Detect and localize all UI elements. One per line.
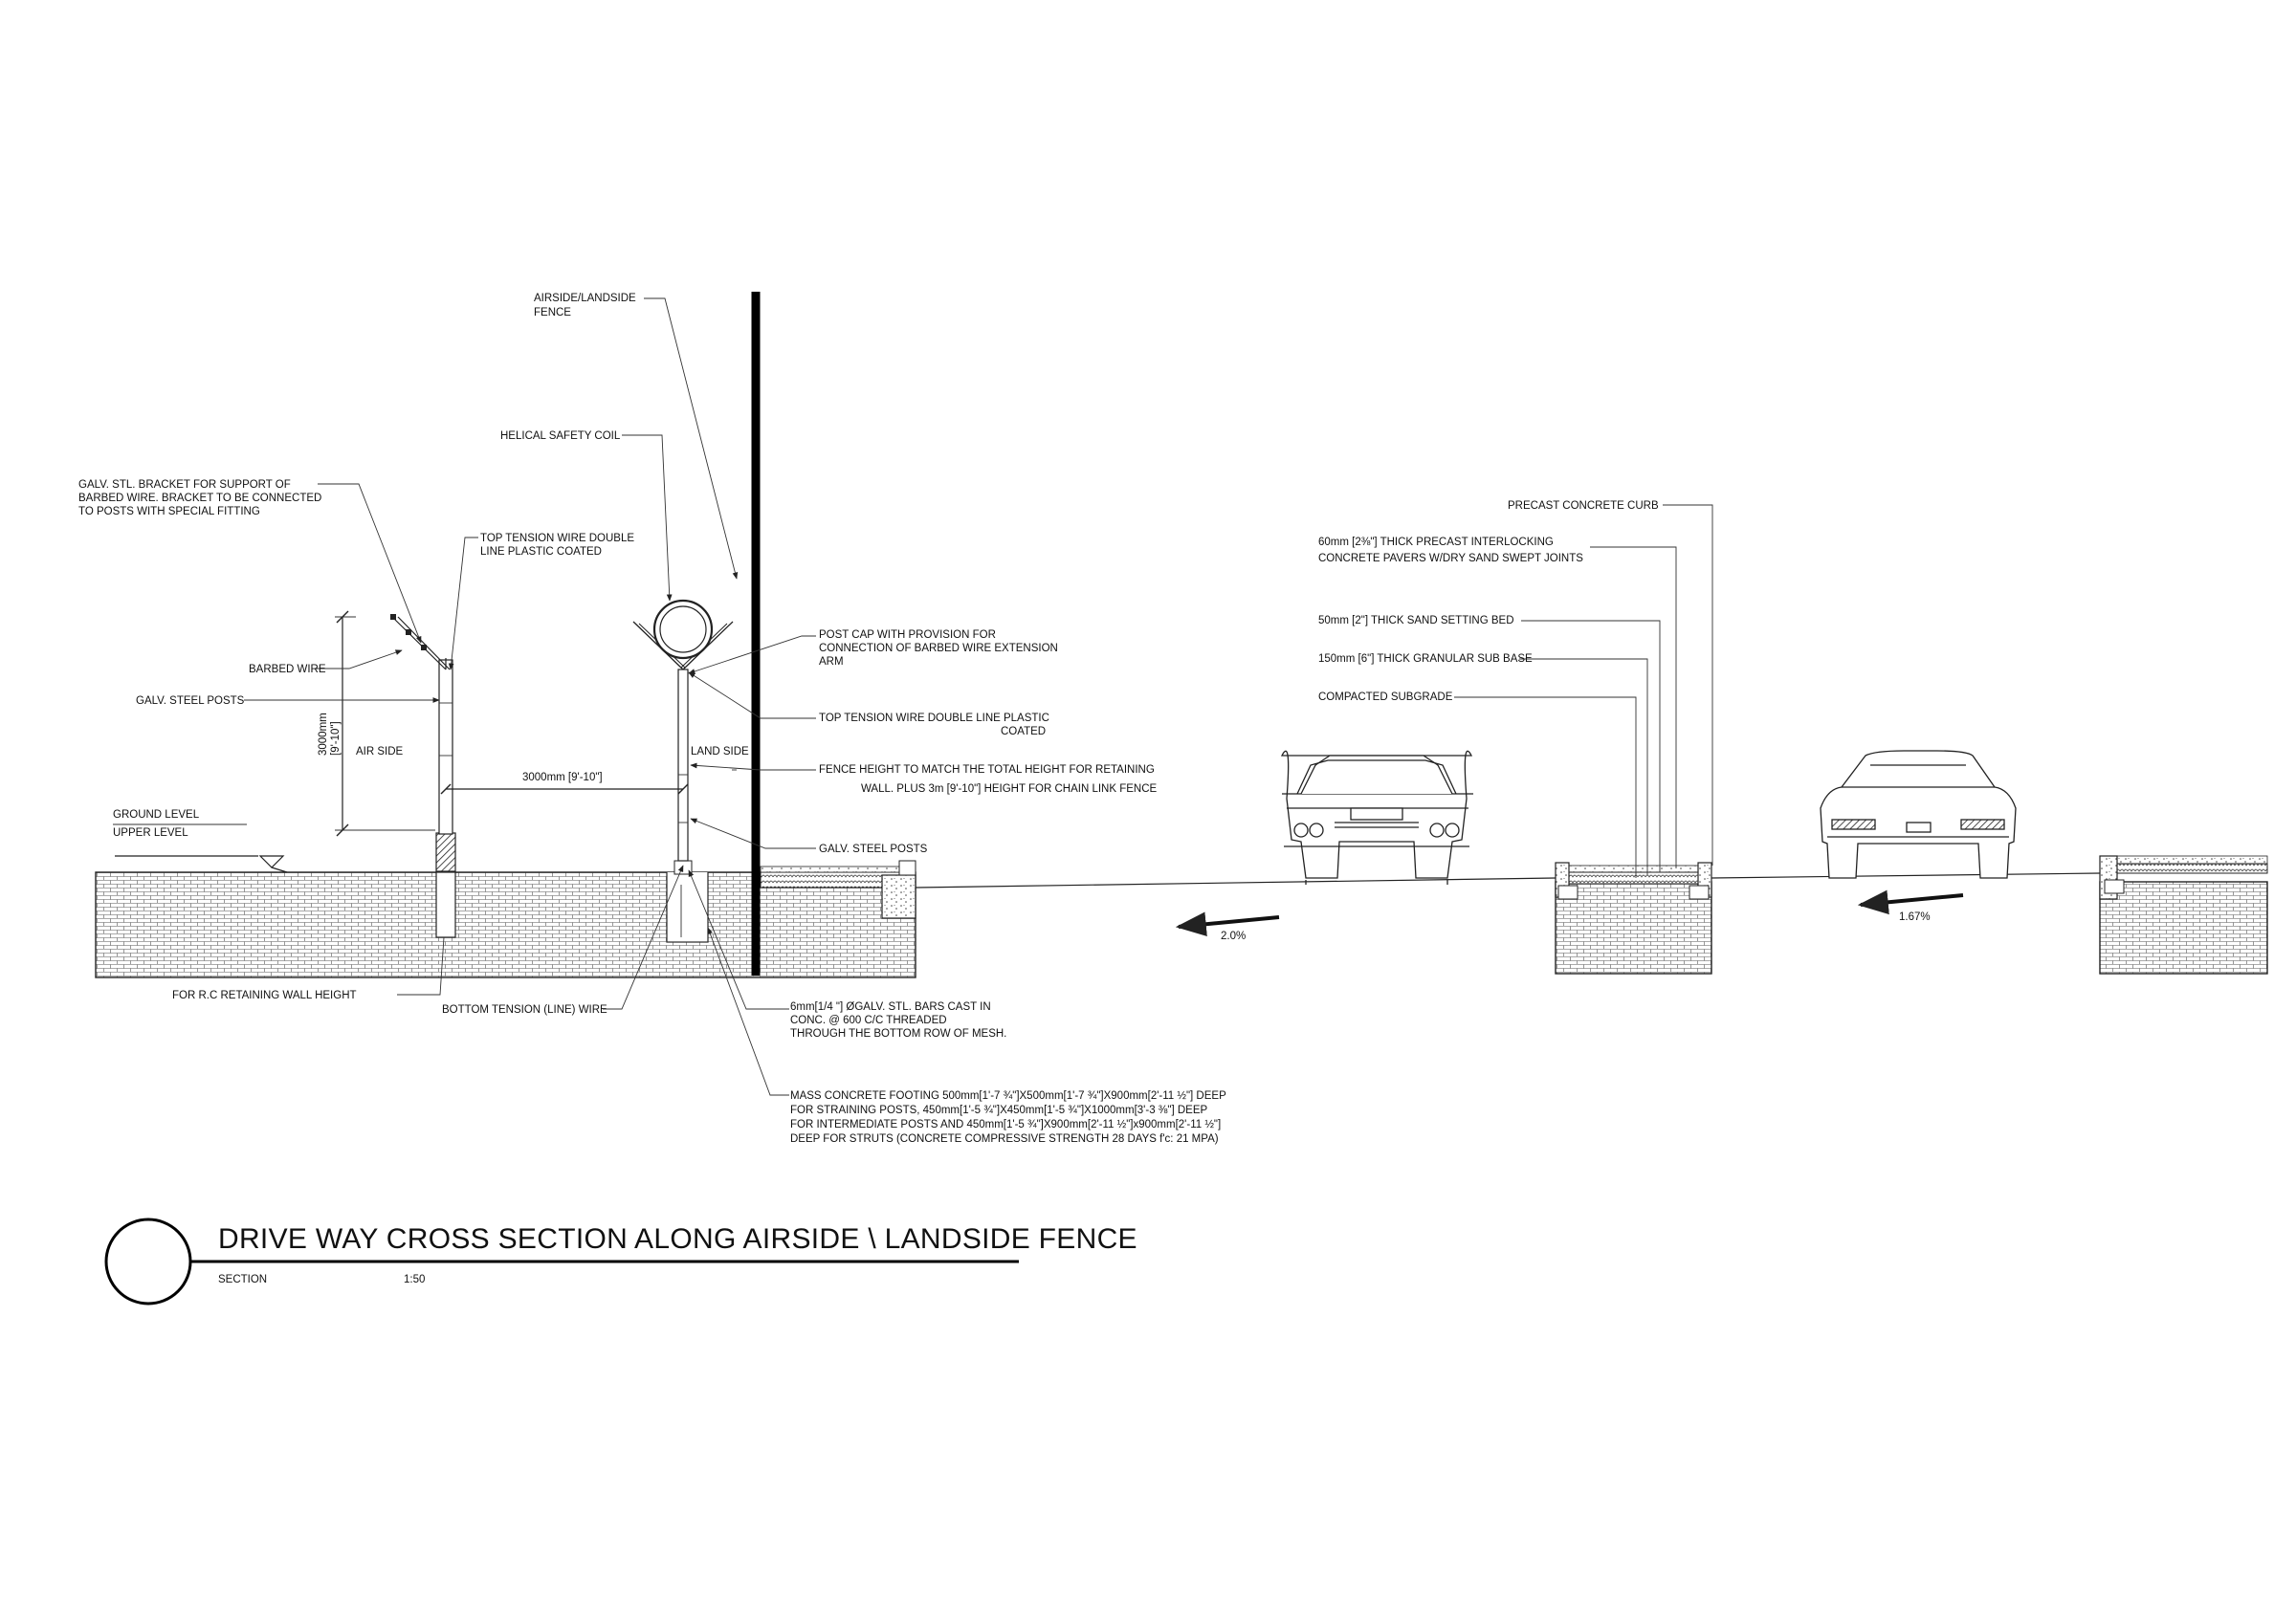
svg-text:1.67%: 1.67% [1899,911,1931,923]
svg-text:GROUND LEVEL: GROUND LEVEL [113,809,200,821]
svg-text:PRECAST CONCRETE CURB: PRECAST CONCRETE CURB [1508,500,1659,512]
svg-text:POST CAP WITH PROVISION FOR: POST CAP WITH PROVISION FOR [819,629,996,641]
svg-text:2.0%: 2.0% [1221,931,1247,942]
scale-label: 1:50 [404,1274,426,1285]
svg-text:UPPER LEVEL: UPPER LEVEL [113,827,188,839]
label-bottom-tension [442,1004,607,1016]
svg-text:[9'-10"]: [9'-10"] [330,721,342,756]
right-retaining-wall [2100,856,2267,974]
svg-text:60mm [2⅜"] THICK PRECAST INTER: 60mm [2⅜"] THICK PRECAST INTERLOCKING [1318,537,1554,548]
svg-text:LINE PLASTIC COATED: LINE PLASTIC COATED [480,546,602,558]
svg-text:BARBED WIRE. BRACKET TO BE CON: BARBED WIRE. BRACKET TO BE CONNECTED [78,493,322,504]
svg-text:GALV. STEEL POSTS: GALV. STEEL POSTS [819,844,928,855]
svg-text:CONC. @ 600 C/C THREADED: CONC. @ 600 C/C THREADED [790,1015,947,1026]
left-post [390,614,453,834]
svg-text:BOTTOM TENSION (LINE) WIRE: BOTTOM TENSION (LINE) WIRE [442,1004,607,1016]
label-land-side [691,746,749,757]
label-bars-cast [790,1001,1006,1040]
svg-text:HELICAL SAFETY COIL: HELICAL SAFETY COIL [500,430,621,442]
svg-text:WALL. PLUS 3m [9'-10"] HEIGHT: WALL. PLUS 3m [9'-10"] HEIGHT FOR CHAIN LINK FENCE [861,783,1158,795]
label-galv-posts-right [819,844,928,855]
svg-text:COATED: COATED [1001,726,1047,737]
car-left-front-view [1282,751,1473,885]
label-sub-base [1318,653,1533,665]
svg-text:150mm [6"] THICK GRANULAR SUB: 150mm [6"] THICK GRANULAR SUB BASE [1318,653,1533,665]
left-post-footing [436,833,455,937]
svg-text:MASS CONCRETE FOOTING 500mm[1': MASS CONCRETE FOOTING 500mm[1'-7 ¾"]X500mm[1'-7 ¾"]X900mm[2'-11 ½"] DEEP [790,1090,1226,1102]
title-block [106,1219,1137,1304]
svg-text:6mm[1/4 "] ØGALV. STL. BARS CA: 6mm[1/4 "] ØGALV. STL. BARS CAST IN [790,1001,991,1013]
span-dimension [441,772,688,794]
road-surface [916,873,2100,888]
label-pavers [1318,537,1583,564]
svg-text:GALV. STEEL POSTS: GALV. STEEL POSTS [136,695,245,707]
svg-text:50mm [2"] THICK SAND SETTING B: 50mm [2"] THICK SAND SETTING BED [1318,615,1514,626]
slope-arrow-right [1861,895,1963,923]
svg-text:FOR R.C RETAINING WALL HEIGHT: FOR R.C RETAINING WALL HEIGHT [172,990,357,1001]
svg-text:FENCE: FENCE [534,307,571,318]
label-top-tension-right [819,713,1049,737]
svg-text:TOP TENSION WIRE DOUBLE LINE P: TOP TENSION WIRE DOUBLE LINE PLASTIC [819,713,1049,724]
label-sand-bed [1318,615,1514,626]
svg-text:LAND SIDE: LAND SIDE [691,746,749,757]
height-dimension [318,611,435,836]
label-mass-concrete [790,1090,1226,1145]
median-curb [1556,863,1711,974]
label-airside-landside-fence [534,293,636,318]
label-rc-wall [172,990,357,1001]
svg-text:FENCE HEIGHT TO MATCH THE TOTA: FENCE HEIGHT TO MATCH THE TOTAL HEIGHT FOR RETAINING [819,764,1155,776]
svg-text:GALV. STL. BRACKET FOR SUPPORT: GALV. STL. BRACKET FOR SUPPORT OF [78,479,291,491]
svg-text:AIR SIDE: AIR SIDE [356,746,404,757]
svg-text:COMPACTED SUBGRADE: COMPACTED SUBGRADE [1318,691,1453,703]
label-ground-upper-level [113,809,247,839]
svg-text:CONCRETE PAVERS W/DRY SAND SWE: CONCRETE PAVERS W/DRY SAND SWEPT JOINTS [1318,553,1583,564]
svg-text:FOR STRAINING POSTS, 450mm[1'-: FOR STRAINING POSTS, 450mm[1'-5 ¾"]X450mm[1'-5 ¾"]X1000mm[3'-3 ⅜"] DEEP [790,1105,1208,1116]
svg-text:3000mm [9'-10"]: 3000mm [9'-10"] [522,772,603,783]
label-barbed-wire [249,664,326,675]
label-top-tension-left [480,533,634,558]
svg-text:TO POSTS WITH SPECIAL FITTING: TO POSTS WITH SPECIAL FITTING [78,506,260,517]
svg-text:3000mm: 3000mm [318,713,329,756]
label-fence-height [819,764,1158,795]
svg-text:BARBED WIRE: BARBED WIRE [249,664,326,675]
svg-text:ARM: ARM [819,656,844,668]
ground-level-marker [115,856,287,872]
label-air-side [356,746,404,757]
label-curb [1508,500,1659,512]
svg-text:DEEP FOR STRUTS (CONCRETE COMP: DEEP FOR STRUTS (CONCRETE COMPRESSIVE STRENGTH 28 DAYS f'c: 21 MPA) [790,1133,1219,1145]
label-galv-bracket [78,479,321,517]
label-helical-coil [500,430,621,442]
svg-text:TOP TENSION WIRE DOUBLE: TOP TENSION WIRE DOUBLE [480,533,635,544]
label-subgrade [1318,691,1453,703]
svg-text:CONNECTION OF BARBED WIRE EXTE: CONNECTION OF BARBED WIRE EXTENSION [819,643,1058,654]
section-marker-circle [106,1219,190,1304]
label-galv-posts-left [136,695,245,707]
svg-text:FOR INTERMEDIATE POSTS AND 450: FOR INTERMEDIATE POSTS AND 450mm[1'-5 ¾"]X900mm[2'-11 ½"]x900mm[2'-11 ½"] [790,1119,1222,1130]
page-title: DRIVE WAY CROSS SECTION ALONG AIRSIDE \ LANDSIDE FENCE [218,1223,1137,1255]
section-label: SECTION [218,1274,268,1285]
helical-coil-icon [654,601,712,658]
slope-arrow-left [1179,917,1279,942]
label-post-cap [819,629,1058,668]
car-right-rear-view [1821,751,2016,878]
svg-text:AIRSIDE/LANDSIDE: AIRSIDE/LANDSIDE [534,293,636,304]
svg-text:THROUGH THE BOTTOM ROW OF MESH: THROUGH THE BOTTOM ROW OF MESH. [790,1028,1007,1040]
